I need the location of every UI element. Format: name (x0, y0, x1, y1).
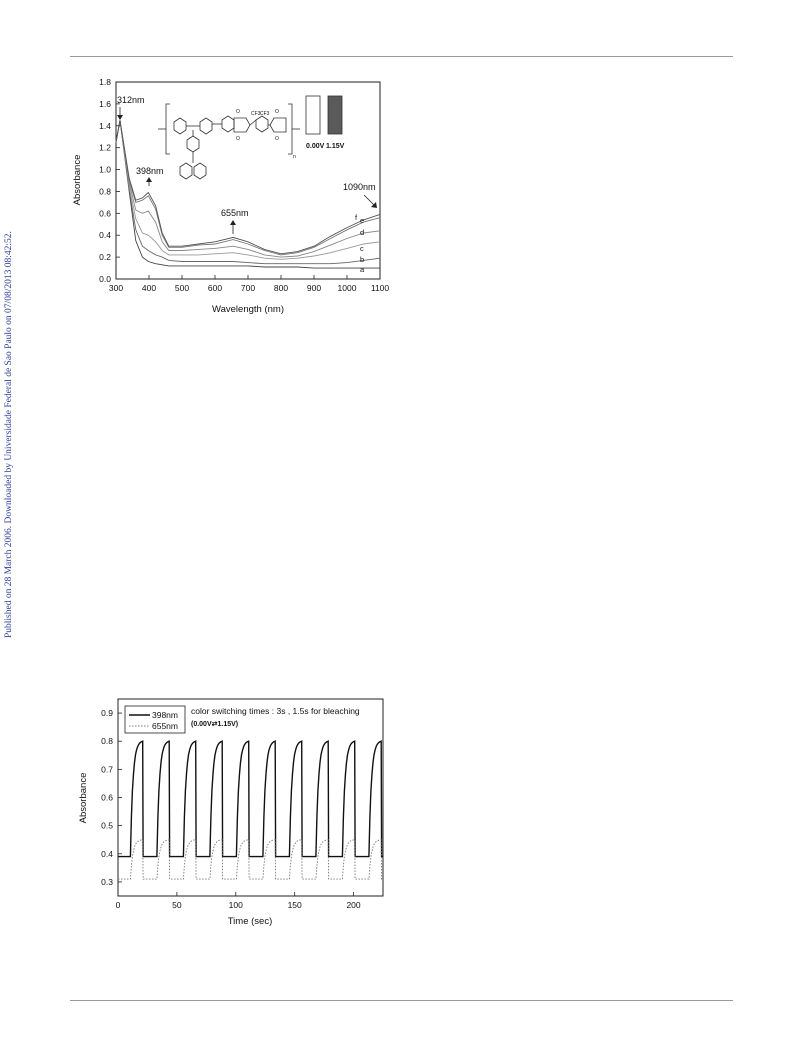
y-tick-label: 0.0 (99, 274, 111, 284)
switching-time-note: color switching times : 3s , 1.5s for bleaching (191, 706, 360, 716)
x-axis-label: Wavelength (nm) (212, 304, 284, 315)
y-tick-label: 0.4 (99, 230, 111, 241)
x-tick-label: 100 (228, 900, 243, 910)
header-rule (70, 56, 733, 57)
arrowhead-312nm (117, 115, 123, 120)
y-axis-ticks (99, 77, 120, 284)
y-tick-label: 0.2 (99, 252, 111, 263)
svg-text:O: O (275, 136, 279, 142)
x-tick-label: 1100 (370, 283, 390, 293)
download-notice: Published on 28 March 2006. Downloaded by Universidade Federal de Sao Paulo on 07/08/2013 08:42:52. (4, 231, 14, 638)
x-tick-label: 200 (346, 900, 361, 910)
legend-label-398nm: 398nm (152, 710, 178, 720)
footer-rule (70, 1000, 733, 1001)
swatch-label-0v: 0.00V (306, 143, 325, 150)
arrowhead-655nm (230, 220, 236, 225)
y-tick-label: 0.8 (101, 736, 113, 747)
figure-switching-kinetics (66, 690, 396, 935)
curve-label-f: f (355, 213, 358, 222)
annotation-312nm: 312nm (117, 95, 145, 105)
y-tick-label: 1.2 (99, 142, 111, 153)
figure-absorbance-spectra (66, 70, 396, 320)
swatch-label-1-15v: 1.15V (326, 143, 345, 150)
x-tick-label: 1000 (337, 283, 357, 293)
svg-text:O: O (236, 109, 240, 115)
svg-text:CF3: CF3 (251, 111, 261, 117)
x-tick-label: 700 (240, 283, 256, 293)
annotation-655nm: 655nm (221, 208, 249, 218)
x-axis-ticks (116, 892, 361, 910)
potential-range-note: (0.00V⇄1.15V) (191, 721, 239, 728)
svg-text:O: O (236, 136, 240, 142)
y-tick-label: 0.3 (101, 876, 113, 887)
y-tick-label: 0.4 (101, 848, 113, 859)
legend-label-655nm: 655nm (152, 721, 178, 731)
x-tick-label: 600 (207, 283, 223, 293)
curve-label-e: e (360, 216, 365, 225)
y-axis-label: Absorbance (78, 772, 89, 824)
x-tick-label: 0 (115, 900, 121, 910)
annotation-398nm: 398nm (136, 166, 164, 176)
spectrum-curve-c (116, 120, 380, 259)
arrowhead-398nm (146, 177, 152, 182)
svg-text:CF3: CF3 (260, 111, 270, 117)
annotation-1090nm: 1090nm (343, 182, 376, 192)
svg-text:n: n (293, 154, 296, 160)
y-tick-label: 0.6 (99, 208, 111, 219)
curve-label-d: d (360, 228, 365, 237)
svg-text:O: O (275, 109, 279, 115)
x-tick-label: 300 (108, 283, 124, 293)
x-tick-label: 400 (141, 283, 157, 293)
spectrum-curve-d (116, 120, 380, 257)
structure-atom-labels (236, 109, 296, 160)
switching-curves (118, 741, 383, 879)
y-tick-label: 1.4 (99, 120, 111, 131)
curve-label-a: a (360, 265, 365, 274)
x-tick-label: 500 (174, 283, 190, 293)
swatch-1-15v (328, 96, 342, 134)
curve-label-b: b (360, 255, 365, 264)
y-tick-label: 0.5 (101, 820, 113, 831)
y-tick-label: 0.7 (101, 764, 113, 775)
y-tick-label: 1.6 (99, 98, 111, 109)
x-axis-ticks (109, 275, 390, 293)
spectrum-curve-e (116, 120, 380, 255)
switching-curve-398nm (118, 741, 383, 856)
x-axis-label: Time (sec) (227, 916, 273, 927)
y-axis-ticks (101, 708, 122, 887)
y-tick-label: 0.6 (101, 792, 113, 803)
x-tick-label: 900 (306, 283, 322, 293)
y-tick-label: 0.8 (99, 186, 111, 197)
x-tick-label: 800 (273, 283, 289, 293)
x-tick-label: 150 (287, 900, 302, 910)
y-tick-label: 0.9 (101, 708, 113, 719)
x-tick-label: 50 (172, 900, 182, 910)
y-axis-label: Absorbance (72, 154, 83, 206)
y-tick-label: 1.8 (99, 77, 111, 87)
curve-label-c: c (360, 244, 364, 253)
swatch-0v (306, 96, 320, 134)
y-tick-label: 1.0 (99, 164, 111, 175)
